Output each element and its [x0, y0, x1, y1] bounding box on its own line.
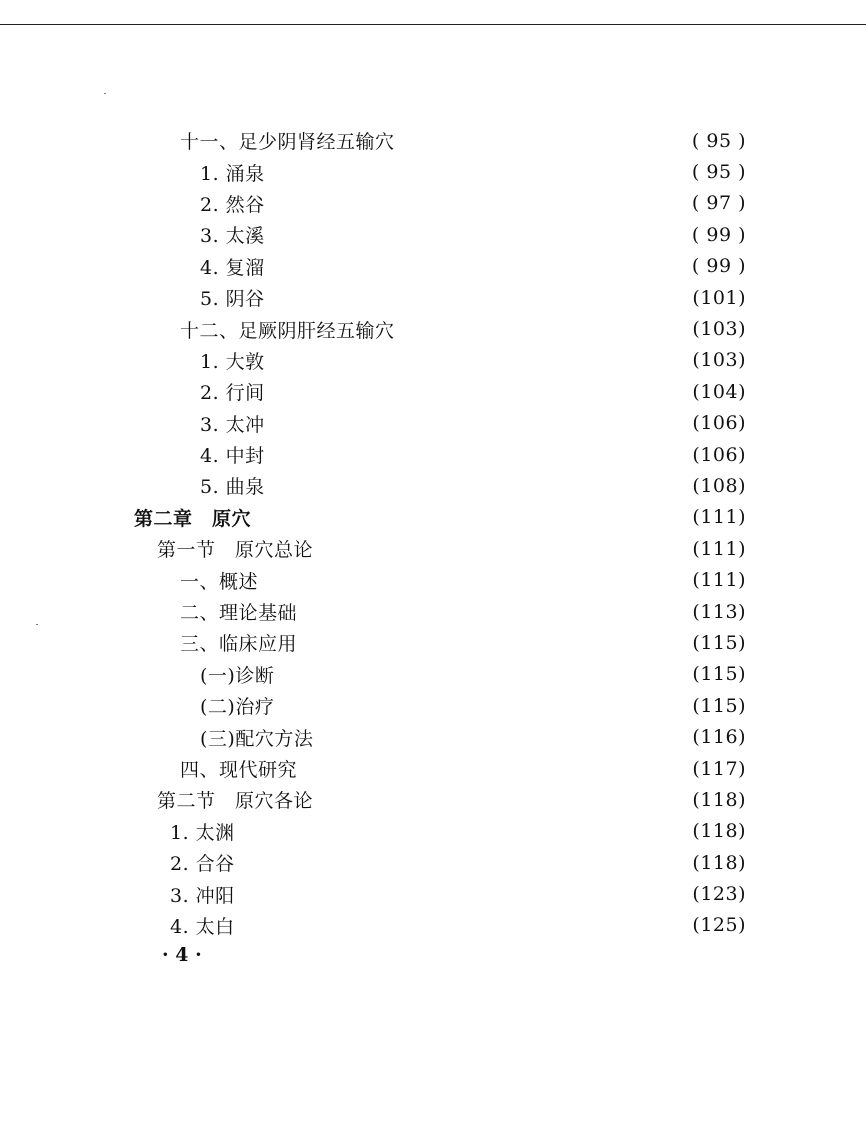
toc-entry [0, 816, 866, 847]
toc-entry-page: (103) [692, 349, 746, 372]
dot-leader [243, 916, 678, 935]
toc-entry-page: (104) [692, 380, 746, 403]
toc-entry-title: 2. 合谷 [170, 853, 235, 876]
toc-entry-title: 四、现代研究 [180, 759, 298, 781]
dot-leader [273, 194, 678, 213]
toc-entry-page: (117) [692, 757, 746, 780]
scan-speck [104, 93, 106, 94]
toc-entry [0, 690, 866, 721]
toc-entry-page: (115) [692, 694, 746, 717]
toc-entry-page: (108) [692, 474, 746, 497]
dot-leader [273, 382, 678, 401]
toc-entry-title: (三)配穴方法 [200, 727, 314, 750]
toc-entry-title: 1. 涌泉 [200, 162, 265, 185]
toc-entry-title: 三、临床应用 [180, 633, 298, 656]
toc-entry-title: (一)诊断 [200, 664, 275, 687]
toc-entry-title: 一、概述 [180, 570, 259, 593]
toc-entry-page: (118) [692, 851, 746, 874]
dot-leader [273, 351, 678, 370]
dot-leader [305, 633, 678, 652]
toc-entry-page: (118) [692, 788, 746, 811]
toc-entry-title: 4. 复溜 [200, 256, 265, 279]
toc-entry-title: 2. 行间 [200, 382, 265, 405]
dot-leader [243, 822, 678, 841]
toc-entry-page: (111) [692, 537, 746, 560]
toc-entry-page: (111) [692, 506, 746, 529]
toc-entry-page: (106) [692, 412, 746, 435]
toc-entry [0, 627, 866, 658]
toc-entry [0, 878, 866, 909]
page-number: · 4 · [162, 944, 202, 966]
toc-entry-page: (118) [692, 820, 746, 843]
toc-entry-title: 3. 太溪 [200, 225, 265, 248]
toc-entry-page: (111) [692, 569, 746, 592]
toc-entry [0, 156, 866, 187]
toc-entry [0, 721, 866, 752]
toc-entry-title: 第二章 原穴 [134, 507, 252, 530]
toc-entry-page: (123) [692, 883, 746, 906]
toc-entry-title: 3. 太冲 [200, 413, 265, 436]
dot-leader [321, 539, 678, 558]
dot-leader [243, 885, 678, 904]
toc-entry-title: 5. 阴谷 [200, 288, 265, 311]
toc-entry-title: 2. 然谷 [200, 193, 265, 216]
toc-entry [0, 847, 866, 878]
dot-leader [273, 288, 678, 307]
toc-entry-title: 二、理论基础 [180, 602, 298, 625]
toc-entry-title: 1. 大敦 [200, 350, 265, 373]
dot-leader [282, 665, 678, 684]
toc-entry-title: 1. 太渊 [170, 821, 235, 844]
toc-entry [0, 313, 866, 344]
toc-entry-page: ( 97 ) [691, 192, 746, 215]
dot-leader [273, 414, 678, 433]
toc-entry-title: 4. 中封 [200, 445, 265, 468]
dot-leader [273, 476, 678, 495]
toc-entry-title: (二)治疗 [200, 696, 275, 719]
toc-entry [0, 376, 866, 407]
toc-entry [0, 564, 866, 595]
toc-entry-title: 十一、足少阴肾经五输穴 [180, 131, 395, 154]
toc-entry-page: (125) [692, 914, 746, 937]
toc-entry-page: ( 95 ) [691, 161, 746, 184]
toc-entry [0, 345, 866, 376]
dot-leader [321, 790, 678, 809]
toc-entry-title: 第一节 原穴总论 [157, 539, 314, 562]
toc-entry [0, 188, 866, 219]
dot-leader [321, 728, 678, 747]
toc-entry-title: 第二节 原穴各论 [157, 790, 314, 813]
toc-entry-title: 十二、足厥阴肝经五输穴 [180, 319, 395, 342]
toc-entry [0, 502, 866, 533]
header-rule [0, 24, 866, 25]
dot-leader [266, 571, 678, 590]
toc-entry-title: 5. 曲泉 [200, 476, 265, 499]
toc-entry [0, 596, 866, 627]
toc-entry [0, 784, 866, 815]
dot-leader [305, 759, 678, 778]
toc-entry-page: (115) [692, 631, 746, 654]
toc-entry [0, 910, 866, 941]
toc-entry-title: 3. 冲阳 [170, 884, 235, 907]
dot-leader [403, 131, 678, 150]
toc-entry [0, 753, 866, 784]
dot-leader [273, 225, 678, 244]
toc-entry-page: ( 99 ) [691, 223, 746, 246]
toc-entry [0, 219, 866, 250]
dot-leader [403, 320, 678, 339]
toc-entry [0, 533, 866, 564]
toc-entry-page: (101) [692, 286, 746, 309]
toc-entry [0, 125, 866, 156]
toc-entry-page: (113) [692, 600, 746, 623]
dot-leader [259, 508, 678, 527]
table-of-contents [0, 125, 866, 941]
dot-leader [273, 163, 678, 182]
toc-entry [0, 659, 866, 690]
toc-entry [0, 439, 866, 470]
dot-leader [273, 445, 678, 464]
toc-entry [0, 470, 866, 501]
dot-leader [243, 853, 678, 872]
toc-entry-page: (115) [692, 663, 746, 686]
toc-entry [0, 408, 866, 439]
toc-entry-page: ( 99 ) [691, 255, 746, 278]
toc-entry [0, 251, 866, 282]
toc-entry [0, 282, 866, 313]
dot-leader [273, 257, 678, 276]
toc-entry-page: (106) [692, 443, 746, 466]
toc-entry-page: (103) [692, 318, 746, 341]
toc-entry-page: ( 95 ) [691, 129, 746, 152]
dot-leader [282, 696, 678, 715]
toc-entry-page: (116) [692, 726, 746, 749]
toc-entry-title: 4. 太白 [170, 915, 235, 938]
dot-leader [305, 602, 678, 621]
